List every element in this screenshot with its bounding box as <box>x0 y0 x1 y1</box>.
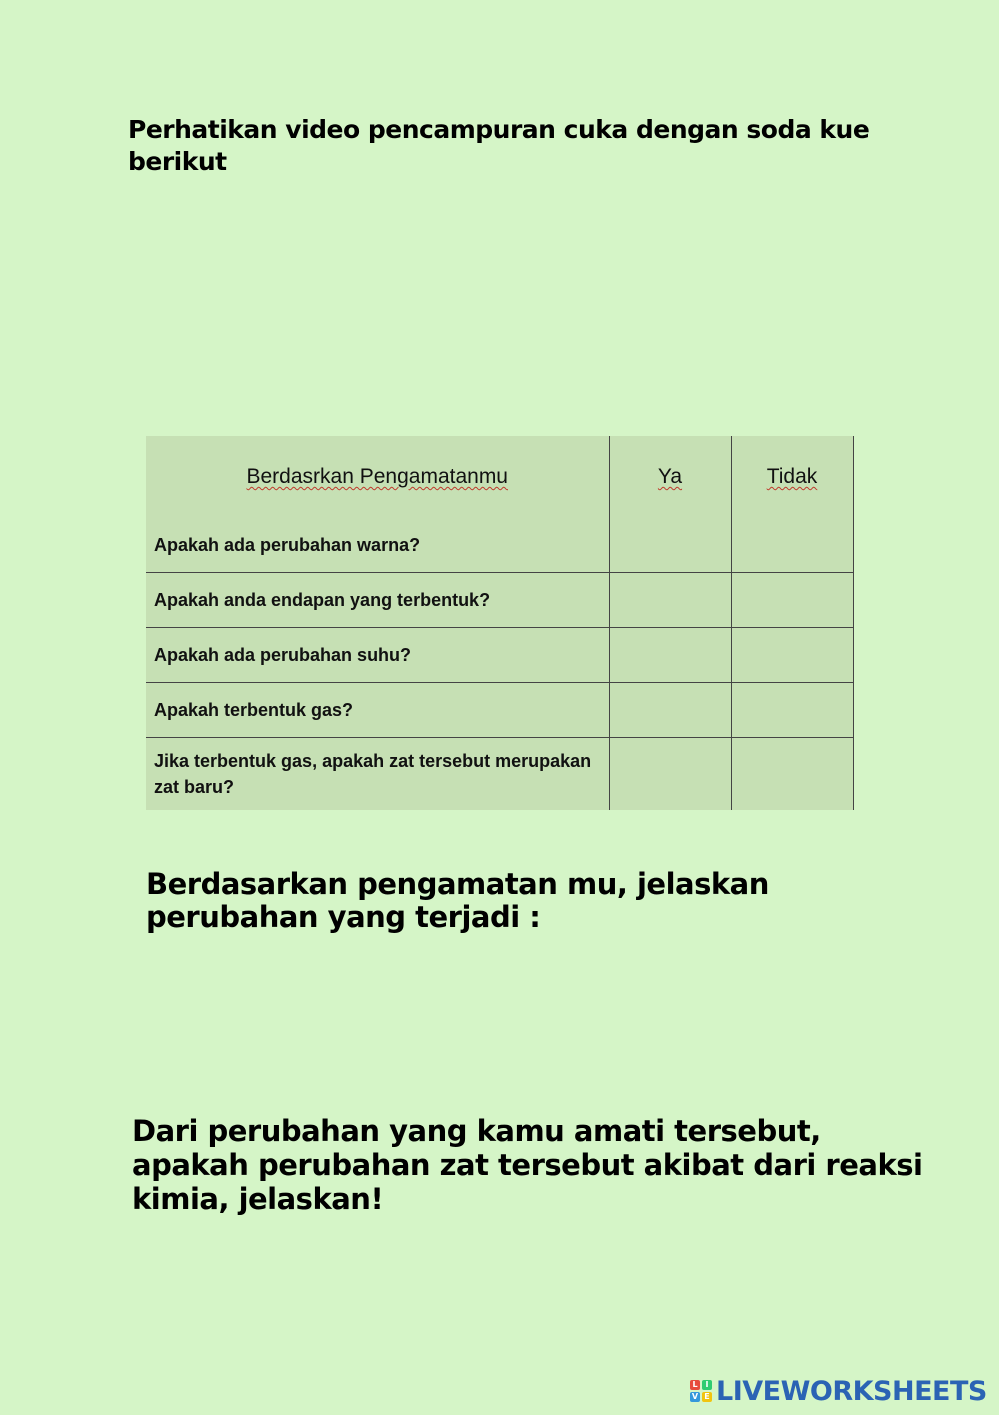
header-no-label: Tidak <box>766 465 818 488</box>
answer-no-cell[interactable] <box>731 628 853 683</box>
header-yes <box>609 436 731 518</box>
header-question <box>146 436 609 518</box>
row-question: Jika terbentuk gas, apakah zat tersebut merupakan zat baru? <box>146 738 609 811</box>
logo-mark-letter: V <box>691 1392 699 1401</box>
observation-table <box>146 436 854 810</box>
table-row <box>146 628 853 683</box>
answer-no-cell[interactable] <box>731 683 853 738</box>
row-question: Apakah anda endapan yang terbentuk? <box>146 573 609 628</box>
answer-yes-cell[interactable] <box>609 518 731 573</box>
table-row <box>146 683 853 738</box>
answer-yes-cell[interactable] <box>609 683 731 738</box>
row-question: Apakah ada perubahan warna? <box>146 518 609 573</box>
answer-no-cell[interactable] <box>731 573 853 628</box>
logo-mark-letter: I <box>702 1380 712 1390</box>
question-chemical-reaction: Dari perubahan yang kamu amati tersebut, apakah perubahan zat tersebut akibat dari reaksi kimia, jelaskan! <box>132 1114 923 1216</box>
answer-yes-cell[interactable] <box>609 738 731 811</box>
answer-no-cell[interactable] <box>731 738 853 811</box>
header-yes-label: Ya <box>657 465 683 488</box>
header-question-label: Berdasrkan Pengamatanmu <box>246 465 508 488</box>
observation-table-container <box>146 436 853 810</box>
answer-yes-cell[interactable] <box>609 573 731 628</box>
logo-mark-icon <box>690 1380 712 1402</box>
row-question: Apakah terbentuk gas? <box>146 683 609 738</box>
table-row <box>146 738 853 811</box>
liveworksheets-logo <box>690 1375 987 1407</box>
table-header-row <box>146 436 853 518</box>
row-question: Apakah ada perubahan suhu? <box>146 628 609 683</box>
question-explain-changes: Berdasarkan pengamatan mu, jelaskan perubahan yang terjadi : <box>146 867 769 934</box>
header-no <box>731 436 853 518</box>
logo-mark-letter: L <box>690 1380 700 1390</box>
logo-mark-letter: E <box>702 1392 712 1402</box>
answer-no-cell[interactable] <box>731 518 853 573</box>
logo-text: LIVEWORKSHEETS <box>716 1375 987 1407</box>
intro-instruction: Perhatikan video pencampuran cuka dengan soda kue berikut <box>128 115 870 176</box>
answer-yes-cell[interactable] <box>609 628 731 683</box>
table-row <box>146 518 853 573</box>
table-row <box>146 573 853 628</box>
